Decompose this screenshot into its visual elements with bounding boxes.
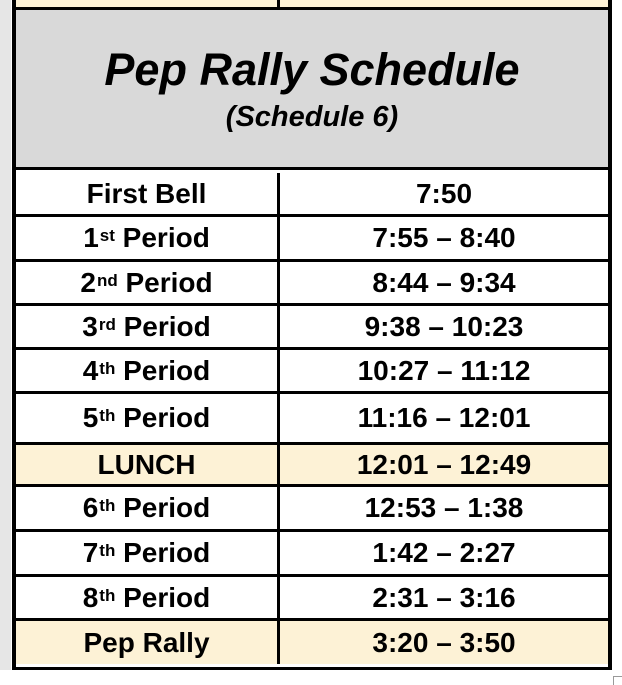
period-word: Period xyxy=(115,310,211,342)
period-word: Period xyxy=(117,266,213,298)
period-name-cell: 6 $^{th}$ Period xyxy=(16,487,280,529)
schedule-row xyxy=(16,262,608,306)
schedule-row xyxy=(16,306,608,350)
period-label: 3 xyxy=(82,310,98,342)
previous-row-sliver xyxy=(16,0,608,10)
period-word: Period xyxy=(114,222,210,253)
time-range-cell: 1:42 – 2:27 xyxy=(372,537,516,568)
period-name-cell: 1 $^{st}$ Period xyxy=(16,217,280,259)
schedule-row xyxy=(16,532,608,577)
time-range-cell: 9:38 – 10:23 xyxy=(364,310,524,342)
period-name-cell xyxy=(16,621,280,664)
title-header xyxy=(16,10,608,170)
period-label: 4 xyxy=(82,354,99,386)
time-range-cell: 10:27 – 11:12 xyxy=(357,354,531,386)
period-name-cell xyxy=(16,173,280,214)
schedule-row xyxy=(16,173,608,217)
period-label: First Bell xyxy=(86,177,207,209)
schedule-table xyxy=(12,0,612,670)
period-label: 2 xyxy=(80,266,96,298)
schedule-row xyxy=(16,445,608,487)
period-label: 8 xyxy=(82,581,99,613)
period-word: Period xyxy=(115,581,211,613)
period-name-cell: 8 $^{th}$ Period xyxy=(16,577,280,618)
schedule-rows xyxy=(16,173,608,664)
time-range-cell: 7:50 xyxy=(415,177,473,209)
bottom-page-edge xyxy=(0,670,622,684)
period-label: 6 xyxy=(82,492,99,523)
period-name-cell: 4 $^{th}$ Period xyxy=(16,350,280,391)
time-range-cell: 12:53 – 1:38 xyxy=(364,492,524,523)
schedule-row xyxy=(16,621,608,664)
time-range-cell: 12:01 – 12:49 xyxy=(356,448,532,480)
period-name-cell: 3 $^{rd}$ Period xyxy=(16,306,280,347)
time-range-cell: 3:20 – 3:50 xyxy=(372,626,516,658)
period-label: Pep Rally xyxy=(83,626,210,658)
schedule-row xyxy=(16,487,608,532)
period-word: Period xyxy=(115,354,211,386)
schedule-row xyxy=(16,350,608,394)
period-word: Period xyxy=(115,537,211,568)
time-range-cell: 2:31 – 3:16 xyxy=(372,581,516,613)
time-range-cell: 7:55 – 8:40 xyxy=(372,222,516,253)
schedule-subtitle: (Schedule 6) xyxy=(225,101,399,133)
time-range-cell: 11:16 – 12:01 xyxy=(357,402,531,433)
schedule-row xyxy=(16,394,608,445)
period-name-cell: 2 $^{nd}$ Period xyxy=(16,262,280,303)
period-label: 5 xyxy=(82,402,99,433)
period-label: 7 xyxy=(82,537,99,568)
period-label: LUNCH xyxy=(97,448,196,480)
schedule-title: Pep Rally Schedule xyxy=(104,44,520,95)
period-name-cell: 7 $^{th}$ Period xyxy=(16,532,280,574)
period-label: 1 xyxy=(83,222,99,253)
period-word: Period xyxy=(115,492,211,523)
left-margin-strip xyxy=(0,0,11,670)
period-name-cell: 5 $^{th}$ Period xyxy=(16,394,280,442)
period-name-cell xyxy=(16,445,280,484)
period-word: Period xyxy=(115,402,211,433)
time-range-cell: 8:44 – 9:34 xyxy=(372,266,516,298)
schedule-row xyxy=(16,577,608,621)
schedule-row xyxy=(16,217,608,262)
column-divider xyxy=(277,0,280,7)
